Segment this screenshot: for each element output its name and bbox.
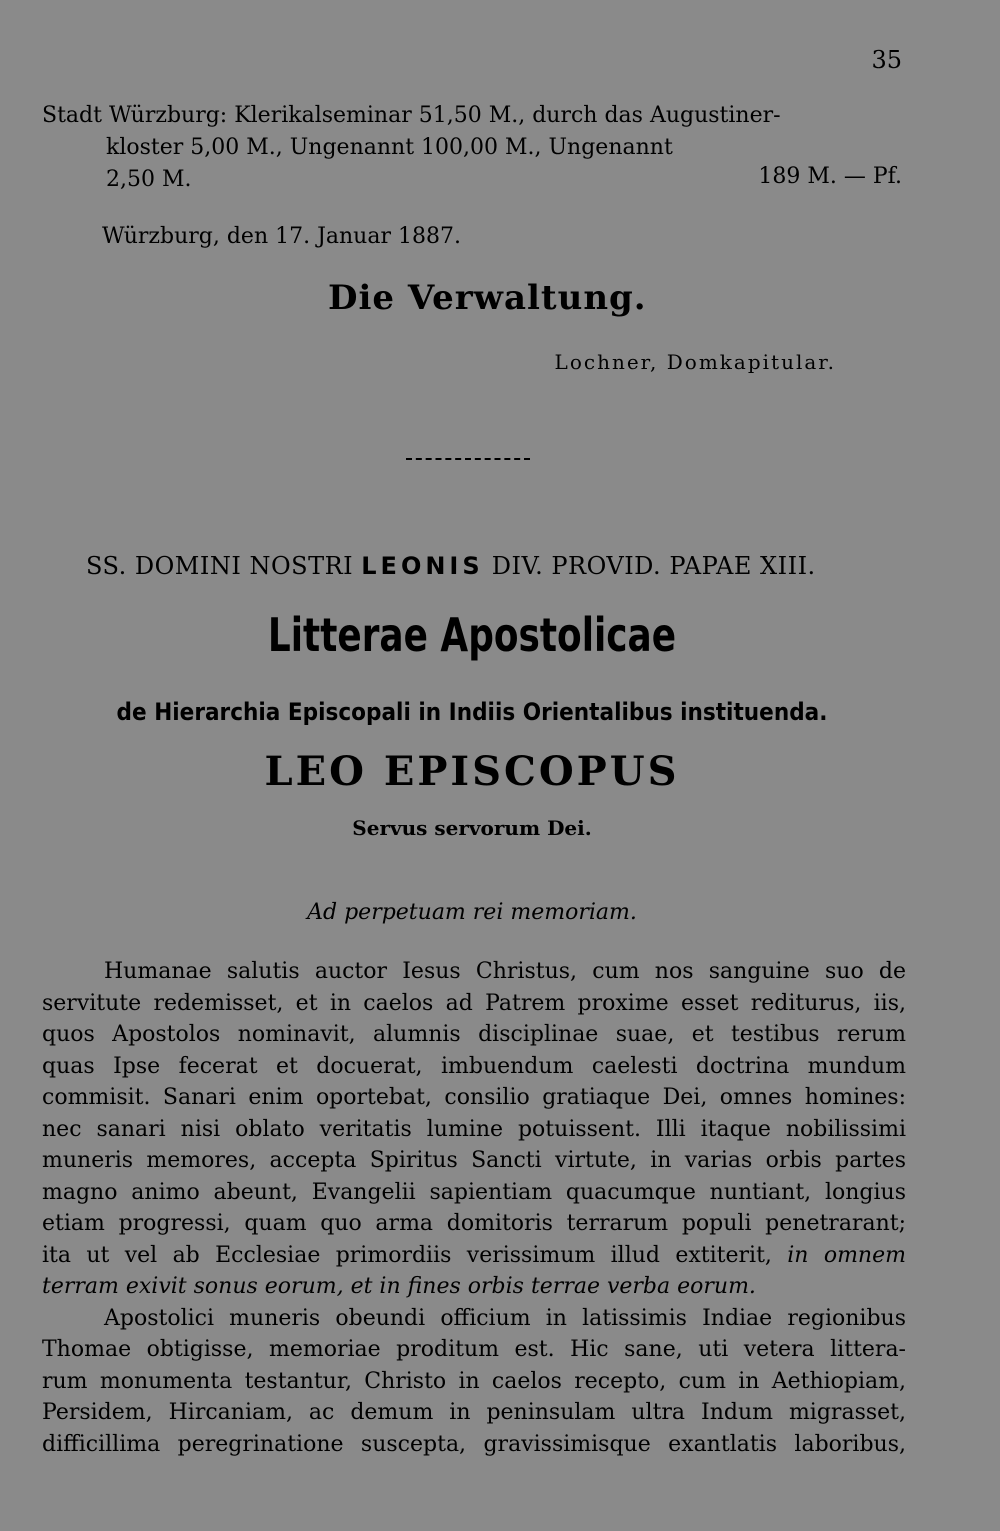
document-subtitle: de Hierarchia Episcopali in Indiis Orientalibus instituenda. (116, 698, 828, 726)
body-line: etiam progressi, quam quo arma domitoris terrarum populi penetrarant; (42, 1211, 906, 1236)
document-title: Litterae Apostolicae (267, 608, 677, 662)
author-title: Servus servorum Dei. (352, 816, 592, 840)
donation-line: Stadt Würzburg: Klerikalseminar 51,50 M., durch das Augustiner- (42, 103, 781, 128)
scripture-quote-line: terram exivit sonus eorum, et in fines orbis terrae verba eorum. (42, 1274, 756, 1299)
body-line: Persidem, Hircaniam, ac demum in peninsulam ultra Indum migrasset, (42, 1400, 906, 1425)
donation-line: kloster 5,00 M., Ungenannt 100,00 M., Ungenannt (106, 135, 673, 160)
divider-rule (406, 458, 530, 460)
donation-line: 2,50 M. (106, 167, 192, 192)
ad-perpetuam: Ad perpetuam rei memoriam. (307, 900, 637, 925)
body-line: Humanae salutis auctor Iesus Christus, cum nos sanguine suo de (104, 959, 906, 984)
body-line: magno animo abeunt, Evangelii sapientiam quacumque nuntiant, longius (42, 1179, 906, 1205)
body-line: muneris memores, accepta Spiritus Sancti virtute, in varias orbis partes (42, 1148, 906, 1173)
body-line: quas Ipse fecerat et docuerat, imbuendum caelesti doctrina mundum (42, 1053, 906, 1079)
author-heading: LEO EPISCOPUS (264, 748, 680, 795)
body-line: quos Apostolos nominavit, alumnis disciplinae suae, et testibus rerum (42, 1022, 906, 1047)
pope-heading (86, 552, 816, 580)
body-line: Thomae obtigisse, memoriae proditum est. Hic sane, uti vetera littera- (42, 1337, 906, 1362)
body-line-with-quote (42, 1240, 906, 1272)
signer: Lochner, Domkapitular. (554, 350, 836, 374)
donation-entry (42, 100, 781, 196)
body-line: commisit. Sanari enim oportebat, consilio gratiaque Dei, omnes homines: (42, 1085, 906, 1110)
body-line-text: ita ut vel ab Ecclesiae primordiis verissimum illud extiterit, (42, 1242, 772, 1268)
body-text (42, 956, 906, 1460)
body-line: nec sanari nisi oblato veritatis lumine potuissent. Illi itaque nobilissimi (42, 1116, 906, 1142)
body-line: servitute redemisset, et in caelos ad Patrem proxime esset rediturus, iis, (42, 990, 906, 1016)
donation-amount: 189 M. — Pf. (758, 164, 902, 189)
body-line: rum monumenta testantur, Christo in caelos recepto, cum in Aethiopiam, (42, 1368, 906, 1394)
body-line: difficillima peregrinatione suscepta, gravissimisque exantlatis laboribus, (42, 1431, 906, 1457)
page-number: 35 (871, 46, 902, 74)
body-line: Apostolici muneris obeundi officium in latissimis Indiae regionibus (104, 1305, 906, 1331)
signatory: Die Verwaltung. (328, 278, 647, 318)
pope-heading-leonis: LEONIS (361, 552, 484, 580)
pope-heading-prefix: SS. DOMINI NOSTRI (86, 552, 362, 580)
dateline: Würzburg, den 17. Januar 1887. (102, 224, 461, 249)
pope-heading-suffix: DIV. PROVID. PAPAE XIII. (483, 552, 816, 580)
scripture-quote: in omnem (787, 1242, 906, 1268)
